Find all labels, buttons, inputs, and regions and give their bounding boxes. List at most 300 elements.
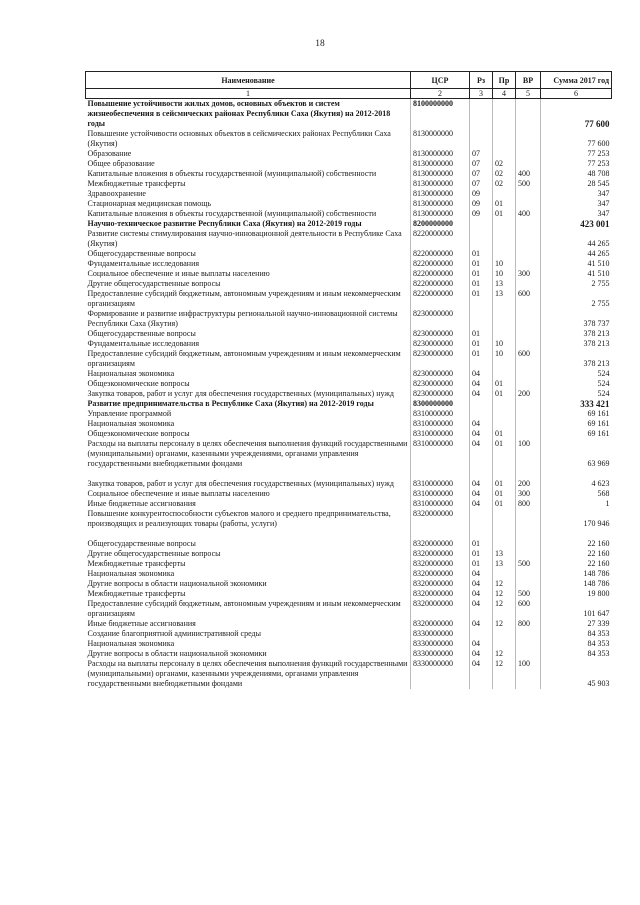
table-row [86, 149, 612, 159]
cell-rz: 01 [470, 559, 493, 569]
cell-name: Фундаментальные исследования [86, 259, 411, 269]
cell-pr: 10 [493, 349, 516, 369]
cell-pr [493, 509, 516, 539]
cell-sum: 347 [597, 189, 610, 198]
table-row [86, 269, 612, 279]
table-row [86, 489, 612, 499]
cell-rz: 04 [470, 419, 493, 429]
cell-csr: 8330000000 [411, 629, 470, 639]
cell-vr: 300 [516, 269, 541, 279]
cell-rz: 01 [470, 259, 493, 269]
cell-sum: 378 213 [583, 359, 610, 368]
cell-sum: 27 339 [587, 619, 610, 628]
cell-sum: 84 353 [587, 649, 610, 658]
cell-vr: 100 [516, 439, 541, 479]
cell-name: Общегосударственные вопросы [86, 329, 411, 339]
budget-table [85, 71, 612, 689]
table-row [86, 129, 612, 149]
cell-pr: 13 [493, 279, 516, 289]
table-row [86, 289, 612, 309]
cell-rz: 04 [470, 589, 493, 599]
cell-vr: 500 [516, 179, 541, 189]
cell-rz: 01 [470, 329, 493, 339]
table-body [86, 99, 612, 690]
cell-pr: 01 [493, 489, 516, 499]
table-row [86, 509, 612, 539]
table-row [86, 179, 612, 189]
cell-name: Развитие системы стимулирования научно-инновационной деятельности в Республике Саха (Якутия) [86, 229, 411, 249]
cell-vr [516, 509, 541, 539]
cell-vr [516, 149, 541, 159]
cell-name: Управление программой [86, 409, 411, 419]
cell-csr: 8230000000 [411, 389, 470, 399]
cell-rz: 01 [470, 339, 493, 349]
cell-name: Предоставление субсидий бюджетным, автономным учреждениям и иным некоммерческим организациям [86, 349, 411, 369]
cell-name: Закупка товаров, работ и услуг для обеспечения государственных (муниципальных) нужд [86, 479, 411, 489]
cell-csr: 8310000000 [411, 479, 470, 489]
cell-pr: 01 [493, 439, 516, 479]
column-number: 4 [493, 89, 516, 99]
cell-sum: 69 161 [587, 419, 610, 428]
column-number: 6 [541, 89, 612, 99]
cell-vr [516, 229, 541, 249]
cell-pr: 12 [493, 579, 516, 589]
header-vr: ВР [516, 72, 541, 89]
table-row [86, 419, 612, 429]
header-rz: Рз [470, 72, 493, 89]
cell-csr: 8230000000 [411, 339, 470, 349]
cell-csr: 8220000000 [411, 259, 470, 269]
cell-pr [493, 309, 516, 329]
cell-rz: 04 [470, 569, 493, 579]
table-row [86, 229, 612, 249]
cell-pr: 13 [493, 549, 516, 559]
table-row [86, 499, 612, 509]
cell-vr [516, 159, 541, 169]
header-csr: ЦСР [411, 72, 470, 89]
cell-name: Повышение устойчивости жилых домов, основных объектов и систем жизнеобеспечения в сейсмических районах Республики Саха (Якутия) на 2012-2018 годы [86, 99, 411, 130]
cell-pr: 10 [493, 269, 516, 279]
column-number: 3 [470, 89, 493, 99]
cell-name: Капитальные вложения в объекты государственной (муниципальной) собственности [86, 169, 411, 179]
table-row [86, 539, 612, 549]
cell-csr: 8310000000 [411, 419, 470, 429]
cell-vr [516, 399, 541, 409]
cell-vr [516, 309, 541, 329]
cell-sum: 423 001 [580, 219, 610, 229]
cell-vr [516, 189, 541, 199]
cell-sum: 77 253 [587, 149, 610, 158]
page-number: 18 [315, 39, 325, 49]
cell-rz: 04 [470, 499, 493, 509]
cell-pr: 01 [493, 479, 516, 489]
cell-csr: 8310000000 [411, 499, 470, 509]
cell-rz: 04 [470, 649, 493, 659]
cell-csr: 8320000000 [411, 569, 470, 579]
cell-vr [516, 409, 541, 419]
cell-name: Предоставление субсидий бюджетным, автономным учреждениям и иным некоммерческим организациям [86, 289, 411, 309]
cell-rz: 01 [470, 349, 493, 369]
cell-sum: 524 [597, 389, 610, 398]
cell-vr [516, 629, 541, 639]
cell-rz: 01 [470, 549, 493, 559]
cell-sum: 568 [597, 489, 610, 498]
column-number: 1 [86, 89, 411, 99]
cell-sum: 378 213 [583, 329, 610, 338]
cell-pr [493, 369, 516, 379]
cell-pr: 12 [493, 599, 516, 619]
table-row [86, 589, 612, 599]
cell-rz [470, 509, 493, 539]
table-row [86, 639, 612, 649]
cell-name: Развитие предпринимательства в Республике Саха (Якутия) на 2012-2019 годы [86, 399, 411, 409]
table-row [86, 389, 612, 399]
cell-rz [470, 219, 493, 229]
cell-sum: 22 160 [587, 549, 610, 558]
cell-sum: 4 623 [591, 479, 610, 488]
cell-csr: 8320000000 [411, 539, 470, 549]
cell-csr: 8220000000 [411, 249, 470, 259]
cell-csr: 8320000000 [411, 599, 470, 619]
cell-rz: 04 [470, 429, 493, 439]
cell-vr [516, 99, 541, 130]
cell-pr [493, 129, 516, 149]
cell-rz: 01 [470, 269, 493, 279]
cell-sum: 45 903 [587, 679, 610, 688]
cell-sum: 77 600 [587, 139, 610, 148]
cell-csr: 8310000000 [411, 439, 470, 479]
cell-pr [493, 539, 516, 549]
cell-rz: 07 [470, 159, 493, 169]
cell-name: Иные бюджетные ассигнования [86, 499, 411, 509]
cell-pr: 12 [493, 649, 516, 659]
cell-csr: 8320000000 [411, 509, 470, 539]
cell-csr: 8130000000 [411, 149, 470, 159]
cell-rz [470, 129, 493, 149]
cell-sum: 524 [597, 369, 610, 378]
cell-rz: 09 [470, 209, 493, 219]
table-row [86, 219, 612, 229]
table-row [86, 259, 612, 269]
cell-sum: 84 353 [587, 639, 610, 648]
table-row [86, 329, 612, 339]
cell-vr [516, 569, 541, 579]
cell-name: Национальная экономика [86, 419, 411, 429]
cell-pr: 12 [493, 659, 516, 689]
table-row [86, 549, 612, 559]
table-row [86, 99, 612, 130]
cell-pr: 02 [493, 179, 516, 189]
cell-csr: 8320000000 [411, 549, 470, 559]
table-row [86, 629, 612, 639]
cell-csr: 8320000000 [411, 589, 470, 599]
cell-csr: 8130000000 [411, 169, 470, 179]
cell-csr: 8220000000 [411, 269, 470, 279]
table-row [86, 619, 612, 629]
table-row [86, 579, 612, 589]
cell-pr [493, 149, 516, 159]
cell-csr: 8220000000 [411, 289, 470, 309]
cell-name: Предоставление субсидий бюджетным, автономным учреждениям и иным некоммерческим организациям [86, 599, 411, 619]
cell-name: Создание благоприятной административной среды [86, 629, 411, 639]
cell-rz: 04 [470, 379, 493, 389]
cell-pr: 10 [493, 259, 516, 269]
cell-csr: 8310000000 [411, 489, 470, 499]
cell-name: Межбюджетные трансферты [86, 589, 411, 599]
cell-pr: 10 [493, 339, 516, 349]
cell-vr [516, 259, 541, 269]
cell-csr: 8230000000 [411, 369, 470, 379]
cell-vr: 800 [516, 619, 541, 629]
header-name: Наименование [86, 72, 411, 89]
cell-pr: 12 [493, 589, 516, 599]
cell-name: Формирование и развитие инфраструктуры региональной научно-инновационной системы Республики Саха (Якутия) [86, 309, 411, 329]
cell-vr: 500 [516, 559, 541, 569]
cell-sum: 69 161 [587, 429, 610, 438]
cell-csr: 8100000000 [411, 99, 470, 130]
cell-name: Другие общегосударственные вопросы [86, 549, 411, 559]
cell-sum: 77 600 [584, 119, 610, 129]
cell-csr: 8330000000 [411, 649, 470, 659]
cell-rz: 07 [470, 169, 493, 179]
table-row [86, 159, 612, 169]
cell-rz: 01 [470, 279, 493, 289]
cell-name: Повышение устойчивости основных объектов в сейсмических районах Республики Саха (Якутия) [86, 129, 411, 149]
cell-name: Общегосударственные вопросы [86, 539, 411, 549]
cell-vr: 600 [516, 289, 541, 309]
table-row [86, 599, 612, 619]
cell-csr: 8130000000 [411, 159, 470, 169]
cell-name: Иные бюджетные ассигнования [86, 619, 411, 629]
cell-sum: 44 265 [587, 249, 610, 258]
cell-sum: 22 160 [587, 559, 610, 568]
cell-vr: 400 [516, 209, 541, 219]
table-header [86, 72, 612, 99]
cell-name: Общее образование [86, 159, 411, 169]
table-row [86, 409, 612, 419]
header-pr: Пр [493, 72, 516, 89]
cell-sum: 48 708 [587, 169, 610, 178]
cell-rz: 01 [470, 289, 493, 309]
cell-sum: 22 160 [587, 539, 610, 548]
cell-vr [516, 369, 541, 379]
cell-rz: 07 [470, 179, 493, 189]
cell-rz: 04 [470, 489, 493, 499]
cell-pr [493, 569, 516, 579]
cell-rz: 01 [470, 249, 493, 259]
cell-sum: 77 253 [587, 159, 610, 168]
cell-name: Межбюджетные трансферты [86, 559, 411, 569]
cell-vr [516, 539, 541, 549]
cell-csr: 8230000000 [411, 379, 470, 389]
cell-rz [470, 99, 493, 130]
table-row [86, 189, 612, 199]
cell-pr [493, 409, 516, 419]
cell-name: Повышение конкурентоспособности субъектов малого и среднего предпринимательства, производящих и реализующих товары (работы, услуги) [86, 509, 411, 539]
table-row [86, 559, 612, 569]
cell-name: Национальная экономика [86, 369, 411, 379]
table-row [86, 209, 612, 219]
cell-csr: 8130000000 [411, 189, 470, 199]
cell-sum: 69 161 [587, 409, 610, 418]
cell-pr: 02 [493, 169, 516, 179]
cell-pr: 12 [493, 619, 516, 629]
table-row [86, 169, 612, 179]
cell-rz [470, 229, 493, 249]
cell-csr: 8130000000 [411, 129, 470, 149]
cell-csr: 8320000000 [411, 619, 470, 629]
cell-csr: 8220000000 [411, 279, 470, 289]
table-row [86, 479, 612, 489]
cell-sum: 347 [597, 209, 610, 218]
cell-name: Образование [86, 149, 411, 159]
header-sum: Сумма 2017 год [541, 72, 612, 89]
cell-name: Расходы на выплаты персоналу в целях обеспечения выполнения функций государственными (муниципальными) органами, казенными учреждениями, органами управления государственными внебюджетными фондами [86, 659, 411, 689]
cell-pr: 01 [493, 199, 516, 209]
table-row [86, 249, 612, 259]
cell-rz: 04 [470, 659, 493, 689]
cell-rz: 04 [470, 639, 493, 649]
cell-rz [470, 309, 493, 329]
table-row [86, 649, 612, 659]
cell-name: Другие общегосударственные вопросы [86, 279, 411, 289]
cell-rz: 01 [470, 539, 493, 549]
cell-vr [516, 129, 541, 149]
cell-pr: 02 [493, 159, 516, 169]
cell-name: Другие вопросы в области национальной экономики [86, 649, 411, 659]
cell-rz: 04 [470, 389, 493, 399]
cell-rz [470, 409, 493, 419]
cell-rz [470, 629, 493, 639]
cell-vr [516, 649, 541, 659]
table-row [86, 279, 612, 289]
cell-pr [493, 629, 516, 639]
cell-name: Общеэкономические вопросы [86, 429, 411, 439]
cell-sum: 148 786 [583, 579, 610, 588]
cell-vr: 800 [516, 499, 541, 509]
cell-csr: 8130000000 [411, 199, 470, 209]
cell-rz: 09 [470, 199, 493, 209]
cell-name: Общеэкономические вопросы [86, 379, 411, 389]
table-row [86, 399, 612, 409]
cell-pr: 01 [493, 209, 516, 219]
cell-pr [493, 229, 516, 249]
cell-csr: 8130000000 [411, 179, 470, 189]
cell-name: Закупка товаров, работ и услуг для обеспечения государственных (муниципальных) нужд [86, 389, 411, 399]
cell-vr [516, 639, 541, 649]
cell-name: Социальное обеспечение и иные выплаты населению [86, 489, 411, 499]
cell-name: Межбюджетные трансферты [86, 179, 411, 189]
cell-sum: 63 969 [587, 459, 610, 468]
cell-pr: 01 [493, 499, 516, 509]
cell-csr: 8200000000 [411, 219, 470, 229]
cell-pr [493, 419, 516, 429]
cell-csr: 8320000000 [411, 579, 470, 589]
cell-pr [493, 249, 516, 259]
cell-rz: 04 [470, 599, 493, 619]
cell-csr: 8330000000 [411, 639, 470, 649]
cell-name: Национальная экономика [86, 639, 411, 649]
cell-vr [516, 199, 541, 209]
cell-pr [493, 329, 516, 339]
cell-csr: 8300000000 [411, 399, 470, 409]
cell-vr: 600 [516, 349, 541, 369]
cell-sum: 347 [597, 199, 610, 208]
cell-pr: 01 [493, 379, 516, 389]
cell-sum: 28 545 [587, 179, 610, 188]
cell-name: Фундаментальные исследования [86, 339, 411, 349]
table-row [86, 429, 612, 439]
cell-name: Социальное обеспечение и иные выплаты населению [86, 269, 411, 279]
cell-csr: 8130000000 [411, 209, 470, 219]
cell-sum: 84 353 [587, 629, 610, 638]
cell-vr: 300 [516, 489, 541, 499]
table-row [86, 659, 612, 689]
cell-rz [470, 399, 493, 409]
table-row [86, 199, 612, 209]
table-row [86, 439, 612, 479]
cell-vr [516, 249, 541, 259]
cell-csr: 8220000000 [411, 229, 470, 249]
cell-vr: 400 [516, 169, 541, 179]
cell-csr: 8330000000 [411, 659, 470, 689]
cell-sum: 44 265 [587, 239, 610, 248]
cell-rz: 04 [470, 439, 493, 479]
cell-sum: 41 510 [587, 259, 610, 268]
cell-rz: 09 [470, 189, 493, 199]
cell-vr: 200 [516, 389, 541, 399]
cell-sum: 2 755 [591, 279, 610, 288]
cell-sum: 1 [605, 499, 610, 508]
cell-pr [493, 219, 516, 229]
cell-csr: 8310000000 [411, 429, 470, 439]
cell-sum: 19 800 [587, 589, 610, 598]
cell-csr: 8230000000 [411, 309, 470, 329]
cell-name: Стационарная медицинская помощь [86, 199, 411, 209]
column-number: 2 [411, 89, 470, 99]
cell-name: Капитальные вложения в объекты государственной (муниципальной) собственности [86, 209, 411, 219]
cell-csr: 8230000000 [411, 329, 470, 339]
cell-vr [516, 579, 541, 589]
cell-vr [516, 429, 541, 439]
cell-sum: 378 737 [583, 319, 610, 328]
cell-vr: 100 [516, 659, 541, 689]
cell-pr [493, 189, 516, 199]
table-row [86, 349, 612, 369]
cell-rz: 07 [470, 149, 493, 159]
column-number: 5 [516, 89, 541, 99]
cell-sum: 2 755 [591, 299, 610, 308]
cell-sum: 524 [597, 379, 610, 388]
cell-sum: 333 421 [580, 399, 610, 409]
cell-vr [516, 379, 541, 389]
cell-vr: 200 [516, 479, 541, 489]
cell-vr: 500 [516, 589, 541, 599]
cell-rz: 04 [470, 369, 493, 379]
cell-sum: 148 786 [583, 569, 610, 578]
cell-sum: 170 946 [583, 519, 610, 528]
table-row [86, 369, 612, 379]
cell-vr [516, 339, 541, 349]
cell-vr: 600 [516, 599, 541, 619]
table-row [86, 339, 612, 349]
cell-pr: 01 [493, 429, 516, 439]
cell-pr: 13 [493, 559, 516, 569]
cell-vr [516, 219, 541, 229]
cell-name: Национальная экономика [86, 569, 411, 579]
cell-sum: 101 647 [583, 609, 610, 618]
cell-pr [493, 639, 516, 649]
